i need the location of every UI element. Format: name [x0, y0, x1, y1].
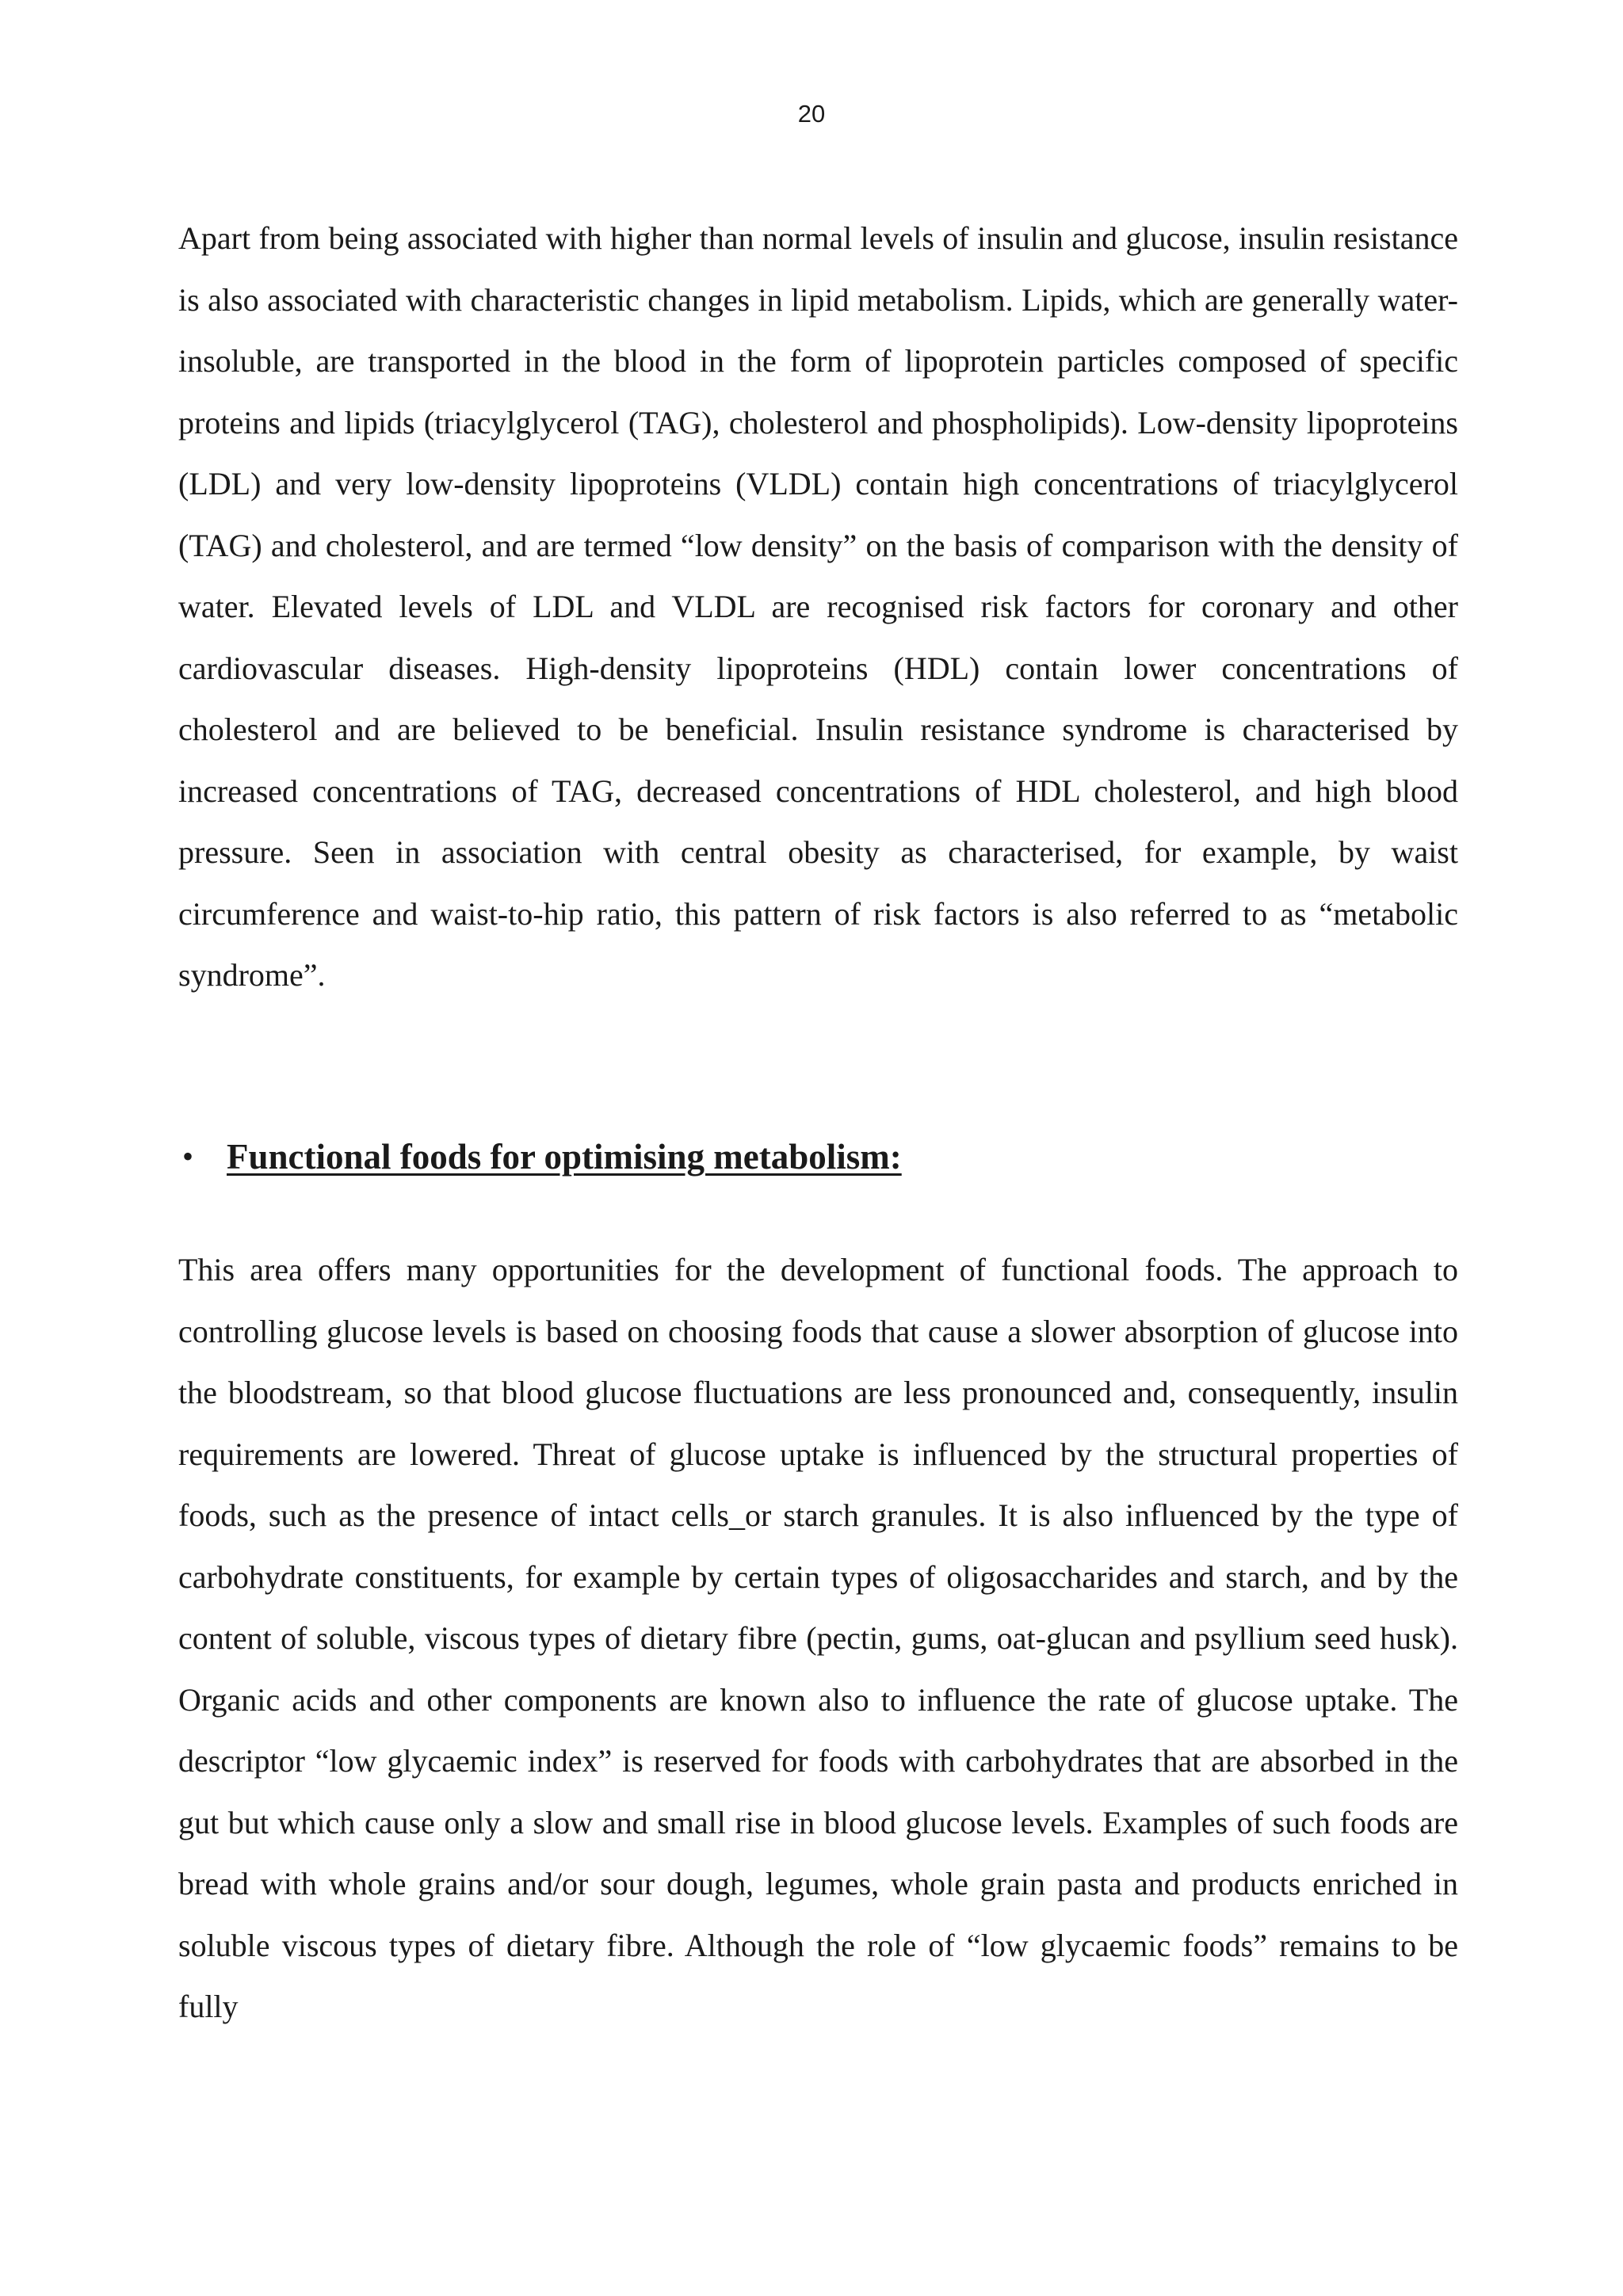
paragraph-functional-foods: This area offers many opportunities for the development of functional foods. The approach to controlling glucose levels is based on choosing foods that cause a slower absorption of glucose into the bloodstream, so that blood glucose fluctuations are less pronounced and, consequently, insulin requirements are lowered. Threat of glucose uptake is influenced by the structural properties of foods, such as the presence of intact cells_or starch granules. It is also influenced by the type of carbohydrate constituents, for example by certain types of oligosaccharides and starch, and by the content of soluble, viscous types of dietary fibre (pectin, gums, oat-glucan and psyllium seed husk). Organic acids and other components are known also to influence the rate of glucose uptake. The descriptor “low glycaemic index” is reserved for foods with carbohydrates that are absorbed in the gut but which cause only a slow and small rise in blood glucose levels. Examples of such foods are bread with whole grains and/or sour dough, legumes, whole grain pasta and products enriched in soluble viscous types of dietary fibre. Although the role of “low glycaemic foods” remains to be fully: [178, 1252, 1458, 2024]
paragraph-insulin-resistance: Apart from being associated with higher than normal levels of insulin and glucose, insulin resistance is also associated with characteristic changes in lipid metabolism. Lipids, which are generally water-insoluble, are transported in the blood in the form of lipoprotein particles composed of specific proteins and lipids (triacylglycerol (TAG), cholesterol and phospholipids). Low-density lipoproteins (LDL) and very low-density lipoproteins (VLDL) contain high concentrations of triacylglycerol (TAG) and cholesterol, and are termed “low density” on the basis of comparison with the density of water. Elevated levels of LDL and VLDL are recognised risk factors for coronary and other cardiovascular diseases. High-density lipoproteins (HDL) contain lower concentrations of cholesterol and are believed to be beneficial. Insulin resistance syndrome is characterised by increased concentrations of TAG, decreased concentrations of HDL cholesterol, and high blood pressure. Seen in association with central obesity as characterised, for example, by waist circumference and waist-to-hip ratio, this pattern of risk factors is also referred to as “metabolic syndrome”.: [178, 220, 1458, 993]
bullet-icon: •: [182, 1138, 194, 1174]
section-heading-text: Functional foods for optimising metabolism:: [227, 1137, 902, 1177]
section-heading: [182, 1133, 1415, 1180]
page-number: 20: [797, 100, 826, 128]
